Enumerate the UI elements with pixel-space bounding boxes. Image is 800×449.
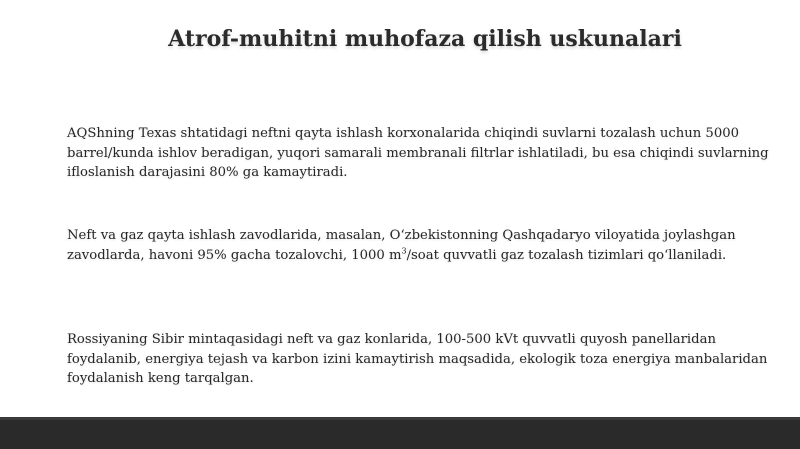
paragraph-siberia-solar-panels: Rossiyaning Sibir mintaqasidagi neft va gaz konlarida, 100-500 kVt quvvatli quyosh panellaridan foydalanib, energiya tejash va karbon izini kamaytirish maqsadida, ekologik toza energiya manbalaridan foydalanish keng tarqalgan. [67,332,768,386]
paragraph-texas-membrane-filters: AQShning Texas shtatidagi neftni qayta ishlash korxonalarida chiqindi suvlarni tozalash uchun 5000 barrel/kunda ishlov beradigan, yuqori samarali membranali filtrlar ishlatiladi, bu esa chiqindi suvlarning ifloslanish darajasini 80% ga kamaytiradi. [67,126,769,180]
footer-bar [0,417,800,449]
superscript-cubic: 3 [401,246,407,256]
paragraph-text-after: /soat quvvatli gaz tozalash tizimlari qo‘llaniladi. [406,247,727,263]
paragraph-qashqadaryo-gas-cleaning [67,226,772,265]
paragraph-text-before: Neft va gaz qayta ishlash zavodlarida, masalan, O‘zbekistonning Qashqadaryo viloyatida joylashgan zavodlarda, havoni 95% gacha tozalovchi, 1000 m [67,228,736,263]
slide-title: Atrof-muhitni muhofaza qilish uskunalari [168,26,682,52]
